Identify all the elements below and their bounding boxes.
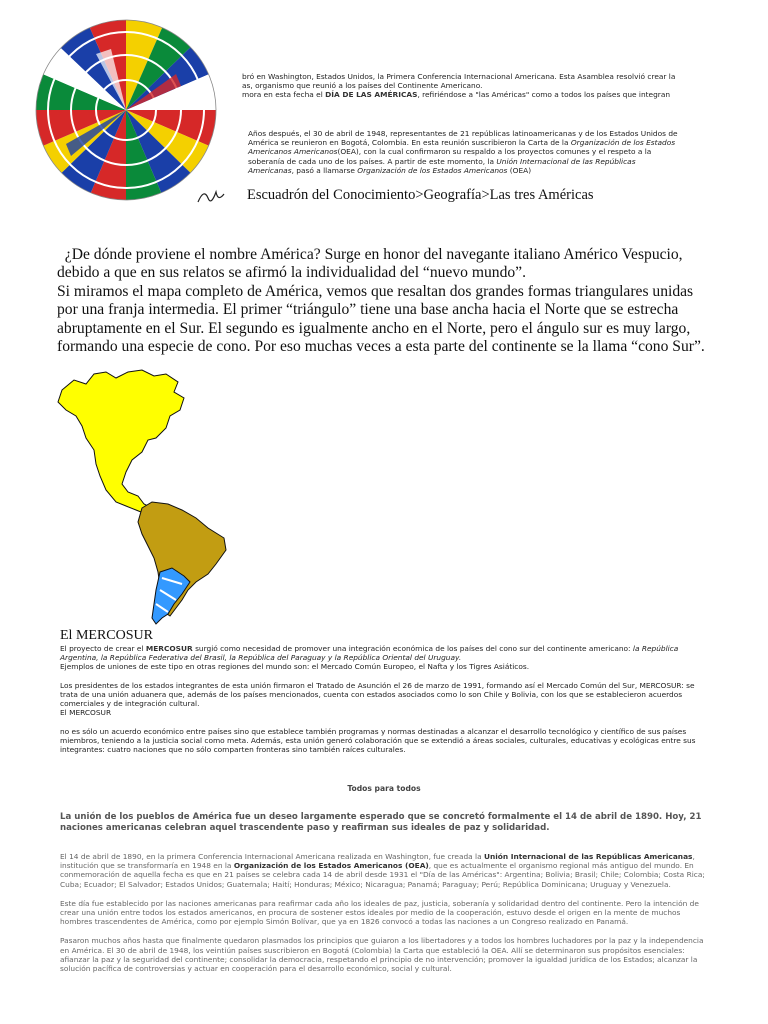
main-article <box>57 246 707 356</box>
mercosur-p1: El proyecto de crear el MERCOSUR surgió como necesidad de promover una integración económica de los países del cono sur del continente americano: la República Argentina, la República Federativa del Brasil, la República del Paraguay y la República Oriental del Uruguay. <box>60 644 679 663</box>
union-lead: La unión de los pueblos de América fue un deseo largamente esperado que se concretó formalmente el 14 de abril de 1890. Hoy, 21 naciones americanas celebran aquel trascendente paso y reafirman sus ideales de paz y solidaridad. <box>60 812 702 833</box>
americas-map <box>56 368 231 630</box>
oea-paragraph: Años después, el 30 de abril de 1948, representantes de 21 repúblicas latinoamericanas y de los Estados Unidos de América se reunieron en Bogotá, Colombia. En esta reunión suscribieron la Carta de la Organización de los Estados Americanos Americanos(OEA), con la cual confirmaron su respaldo a los proyectos comunes y el respeto a la soberanía de cada uno de los países. A partir de este momento, la Unión Internacional de las Repúblicas Americanas, pasó a llamarse Organización de los Estados Americanos (OEA) <box>248 129 678 175</box>
history-p1: El 14 de abril de 1890, en la primera Conferencia Internacional Americana realizada en Washington, fue creada la Unión Internacional de las Repúblicas Americanas, institución que se transformaría en 1948 en la Organización de los Estados Americanos (OEA), que es actualmente el organismo regional más antiguo del mundo. En conmemoración de aquella fecha es que en 21 países se celebra cada 14 de abril desde 1931 el "Día de las Américas": Argentina; Bolivia; Brasil; Chile; Colombia; Costa Rica; Cuba; Ecuador; El Salvador; Estados Unidos; Guatemala; Haití; Honduras; México; Nicaragua; Panamá; Paraguay; Perú; República Dominicana; Uruguay y Venezuela. <box>60 852 705 889</box>
signature-mark <box>198 192 224 202</box>
mercosur-p5: no es sólo un acuerdo económico entre países sino que establece también programas y normas destinadas a alcanzar el desarrollo tecnológico y científico de sus países miembros, teniendo a la justicia social como meta. Además, esta unión generó colaboración que se extendió a áreas sociales, culturales, educativas y ecológicas entre sus integrantes: cuatro naciones que no sólo comparten fronteras sino también raíces culturales. <box>60 726 696 755</box>
mercosur-p2: Ejemplos de uniones de este tipo en otras regiones del mundo son: el Mercado Común Europeo, el Nafta y los Tigres Asiáticos. <box>60 662 530 672</box>
south-america-shape <box>138 502 226 616</box>
breadcrumb: Escuadrón del Conocimiento>Geografía>Las tres Américas <box>247 187 594 203</box>
todos-title: Todos para todos <box>347 784 421 793</box>
north-america-shape <box>58 370 184 514</box>
history-p2: Este día fue establecido por las naciones americanas para reafirmar cada año los ideales de paz, justicia, soberanía y solidaridad dentro del continente. Pero la intención de crear una unión entre todos los estados americanos, en procura de sostener estos ideales por medio de la cooperación, estuvo desde el origen en la mente de muchos hombres trascendentes de América, como por ejemplo Simón Bolívar, que ya en 1826 convocó a todas las naciones a un Congreso realizado en Panamá. <box>60 898 699 927</box>
history-text <box>60 852 712 983</box>
mercosur-p4: El MERCOSUR <box>60 708 112 718</box>
history-p3: Pasaron muchos años hasta que finalmente quedaron plasmados los principios que guiaron a los libertadores y a todos los hombres luchadores por la paz y la independencia en América. El 30 de abril de 1948, los veintiún países suscribieron en Bogotá (Colombia) la Carta que estableció la OEA. Allí se determinaron sus propósitos esenciales: afianzar la paz y la seguridad del continente; consolidar la democracia, respetando el principio de no intervención; promover la igualdad jurídica de los Estados; alcanzar la solución pacífica de controversias y actuar en cooperación para el desarrollo económico, social y cultural. <box>60 936 704 974</box>
paragraph-origin: ¿De dónde proviene el nombre América? Surge en honor del navegante italiano Américo Vespucio, debido a que en sus relatos se afirmó la individualidad del “nuevo mundo”. <box>57 246 683 282</box>
intro-line-1: bró en Washington, Estados Unidos, la Primera Conferencia Internacional Americana. Esta Asamblea resolvió crear la <box>242 72 676 81</box>
paragraph-shape: Si miramos el mapa completo de América, vemos que resaltan dos grandes formas triangulares unidas por una franja intermedia. El primer “triángulo” tiene una base ancha hacia el Norte que se estrecha abruptamente en el Sur. El segundo es igualmente ancho en el Norte, pero el ángulo sur es muy largo, formando una especie de cono. Por eso muchas veces a esta parte del continente se la llama “cono Sur”. <box>57 282 705 356</box>
intro-line-2: as, organismo que reunió a los países del Continente Americano. <box>242 81 483 91</box>
mercosur-p3: Los presidentes de los estados integrantes de esta unión firmaron el Tratado de Asunción el 26 de marzo de 1991, formando así el Mercado Común del Sur, MERCOSUR: se trata de una unión aduanera que, además de los países mencionados, cuenta con estados asociados como lo son Chile y Bolivia, con los que se establecieron acuerdos comerciales y de integración cultural. <box>60 680 695 709</box>
oas-flags-emblem <box>26 14 232 214</box>
intro-line-3: mora en esta fecha el DÍA DE LAS AMÉRICAS, refiriéndose a "las Américas" como a todos los países que integran <box>242 90 671 100</box>
mercosur-text <box>60 644 710 754</box>
intro-text <box>242 72 712 100</box>
mercosur-heading: El MERCOSUR <box>60 628 153 643</box>
